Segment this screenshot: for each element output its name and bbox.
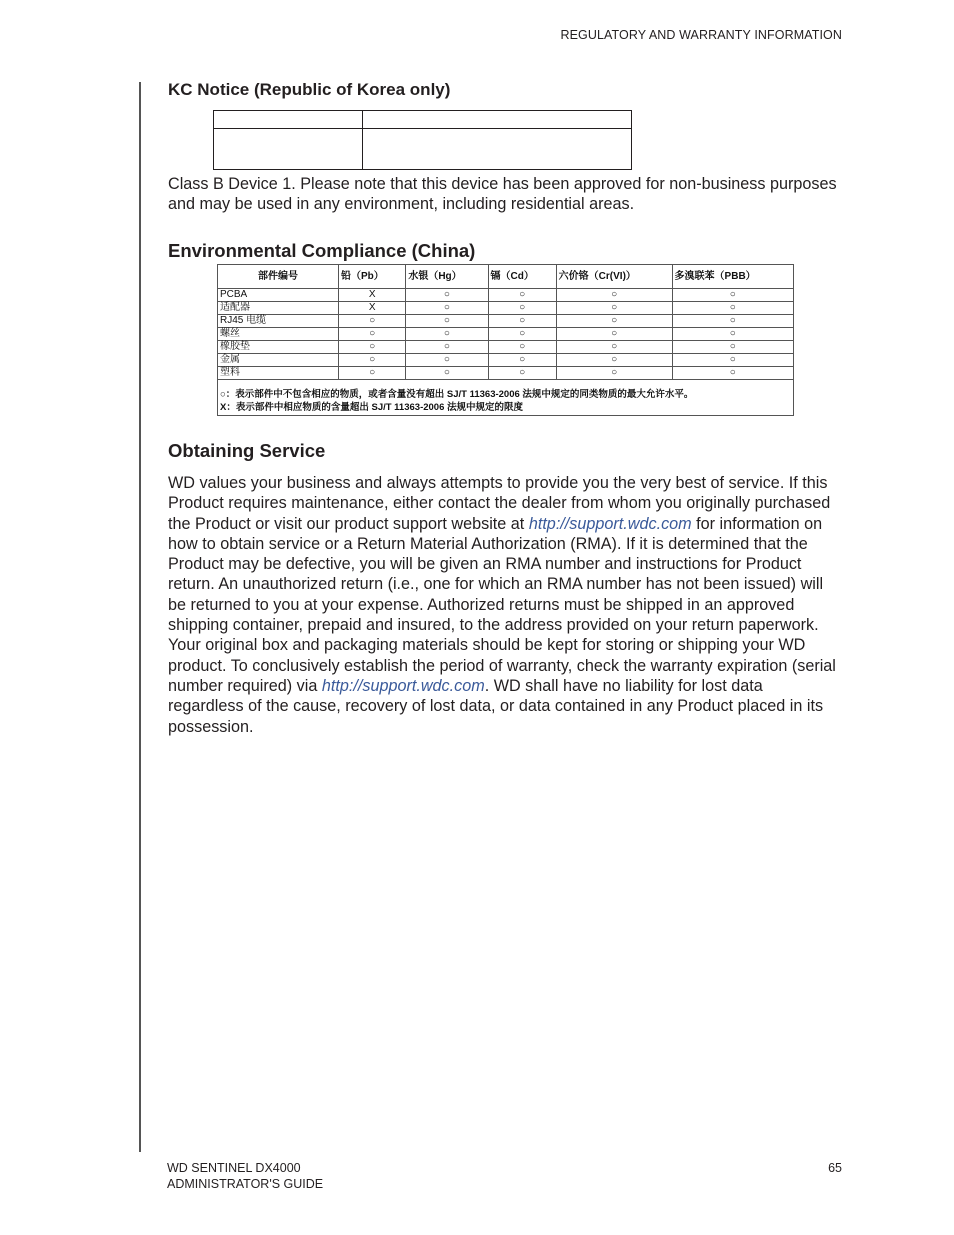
kc-table-cell (363, 129, 632, 170)
env-table-notes (218, 380, 794, 416)
env-mark: ○ (406, 354, 488, 367)
env-col-header: 镉（Cd） (488, 265, 556, 289)
obtaining-service-heading: Obtaining Service (168, 440, 326, 461)
env-compliance-heading: Environmental Compliance (China) (168, 240, 476, 261)
service-text: WD values your business and always attempts to provide you the very best of service. If this Product requires maintenance, either contact the dealer from whom you originally purchased the Product or visit our product support website at (168, 474, 831, 533)
kc-notice-paragraph: Class B Device 1. Please note that this device has been approved for non-business purposes and may be used in any environment, including residential areas. (168, 175, 837, 214)
env-note: X：表示部件中相应物质的含量超出 SJ/T 11363-2006 法规中规定的限度 (220, 402, 524, 413)
env-mark: ○ (672, 367, 793, 380)
env-mark: ○ (672, 354, 793, 367)
env-part-name: 橡胶垫 (218, 341, 339, 354)
env-col-header: 多溴联苯（PBB） (672, 265, 793, 289)
env-part-name: 适配器 (218, 302, 339, 315)
env-mark: ○ (672, 315, 793, 328)
env-mark: ○ (672, 328, 793, 341)
env-part-name: 塑料 (218, 367, 339, 380)
env-mark: ○ (488, 354, 556, 367)
env-mark: ○ (556, 328, 672, 341)
service-text: for information on how to obtain service or a Return Material Authorization (RMA). If it is determined that the Product may be defective, you will be given an RMA number and instructions for Product return. An unauthorized return (i.e., one for which an RMA number has not been issued) will be returned to you at your expense. Authorized returns must be shipped in an approved shipping container, prepaid and insured, to the address provided on your return paperwork. Your original box and packaging materials should be kept for storing or shipping your WD product. To conclusively establish the period of warranty, check the warranty expiration (serial number required) via (168, 514, 836, 695)
kc-notice-heading: KC Notice (Republic of Korea only) (168, 80, 451, 99)
env-mark: ○ (488, 367, 556, 380)
footer-product-name: WD SENTINEL DX4000 (167, 1161, 301, 1175)
env-mark: ○ (556, 354, 672, 367)
support-link[interactable]: http://support.wdc.com (321, 676, 485, 695)
env-col-header: 六价铬（Cr(VI)） (556, 265, 672, 289)
env-mark: ○ (556, 315, 672, 328)
env-mark: ○ (406, 302, 488, 315)
support-link[interactable]: http://support.wdc.com (528, 514, 692, 533)
kc-table-cell (363, 111, 632, 129)
footer-guide-name: ADMINISTRATOR'S GUIDE (167, 1176, 324, 1191)
env-col-header: 水银（Hg） (406, 265, 488, 289)
env-table-row (218, 367, 794, 380)
env-table-row (218, 315, 794, 328)
env-mark: X (339, 302, 406, 315)
env-table-row (218, 302, 794, 315)
env-mark: ○ (406, 315, 488, 328)
env-mark: ○ (556, 367, 672, 380)
env-table-row (218, 341, 794, 354)
env-mark: ○ (339, 367, 406, 380)
env-part-name: PCBA (218, 289, 339, 302)
env-mark: ○ (339, 354, 406, 367)
env-table-row (218, 328, 794, 341)
env-mark: ○ (406, 341, 488, 354)
kc-table-cell (214, 129, 363, 170)
env-mark: ○ (556, 289, 672, 302)
env-mark: ○ (556, 302, 672, 315)
env-mark: ○ (488, 328, 556, 341)
env-part-name: RJ45 电缆 (218, 315, 339, 328)
margin-rule (139, 82, 141, 1152)
env-note: ○：表示部件中不包含相应的物质，或者含量没有超出 SJ/T 11363-2006 法规中规定的同类物质的最大允许水平。 (220, 389, 694, 400)
obtaining-service-paragraph (168, 473, 840, 737)
env-mark: ○ (406, 328, 488, 341)
kc-table-cell (214, 111, 363, 129)
env-mark: ○ (488, 315, 556, 328)
page-number: 65 (828, 1161, 842, 1175)
env-mark: ○ (556, 341, 672, 354)
env-mark: ○ (339, 315, 406, 328)
env-mark: ○ (488, 289, 556, 302)
env-mark: ○ (406, 289, 488, 302)
env-mark: ○ (488, 341, 556, 354)
env-table-row (218, 289, 794, 302)
env-mark: X (339, 289, 406, 302)
env-part-name: 金属 (218, 354, 339, 367)
env-col-header: 部件编号 (218, 265, 339, 289)
env-table-notes-row (218, 380, 794, 416)
env-part-name: 螺丝 (218, 328, 339, 341)
running-header: REGULATORY AND WARRANTY INFORMATION (560, 28, 842, 42)
env-table-header-row (218, 265, 794, 289)
env-compliance-table (217, 264, 794, 416)
env-mark: ○ (488, 302, 556, 315)
service-text: . WD shall have no liability for lost data regardless of the cause, recovery of lost data, or data contained in any Product placed in its possession. (168, 676, 824, 736)
kc-table (213, 110, 632, 170)
env-mark: ○ (672, 289, 793, 302)
env-col-header: 铅（Pb） (339, 265, 406, 289)
env-mark: ○ (339, 328, 406, 341)
footer-product (167, 1161, 323, 1192)
env-table-row (218, 354, 794, 367)
env-mark: ○ (672, 341, 793, 354)
env-mark: ○ (339, 341, 406, 354)
env-mark: ○ (672, 302, 793, 315)
env-mark: ○ (406, 367, 488, 380)
